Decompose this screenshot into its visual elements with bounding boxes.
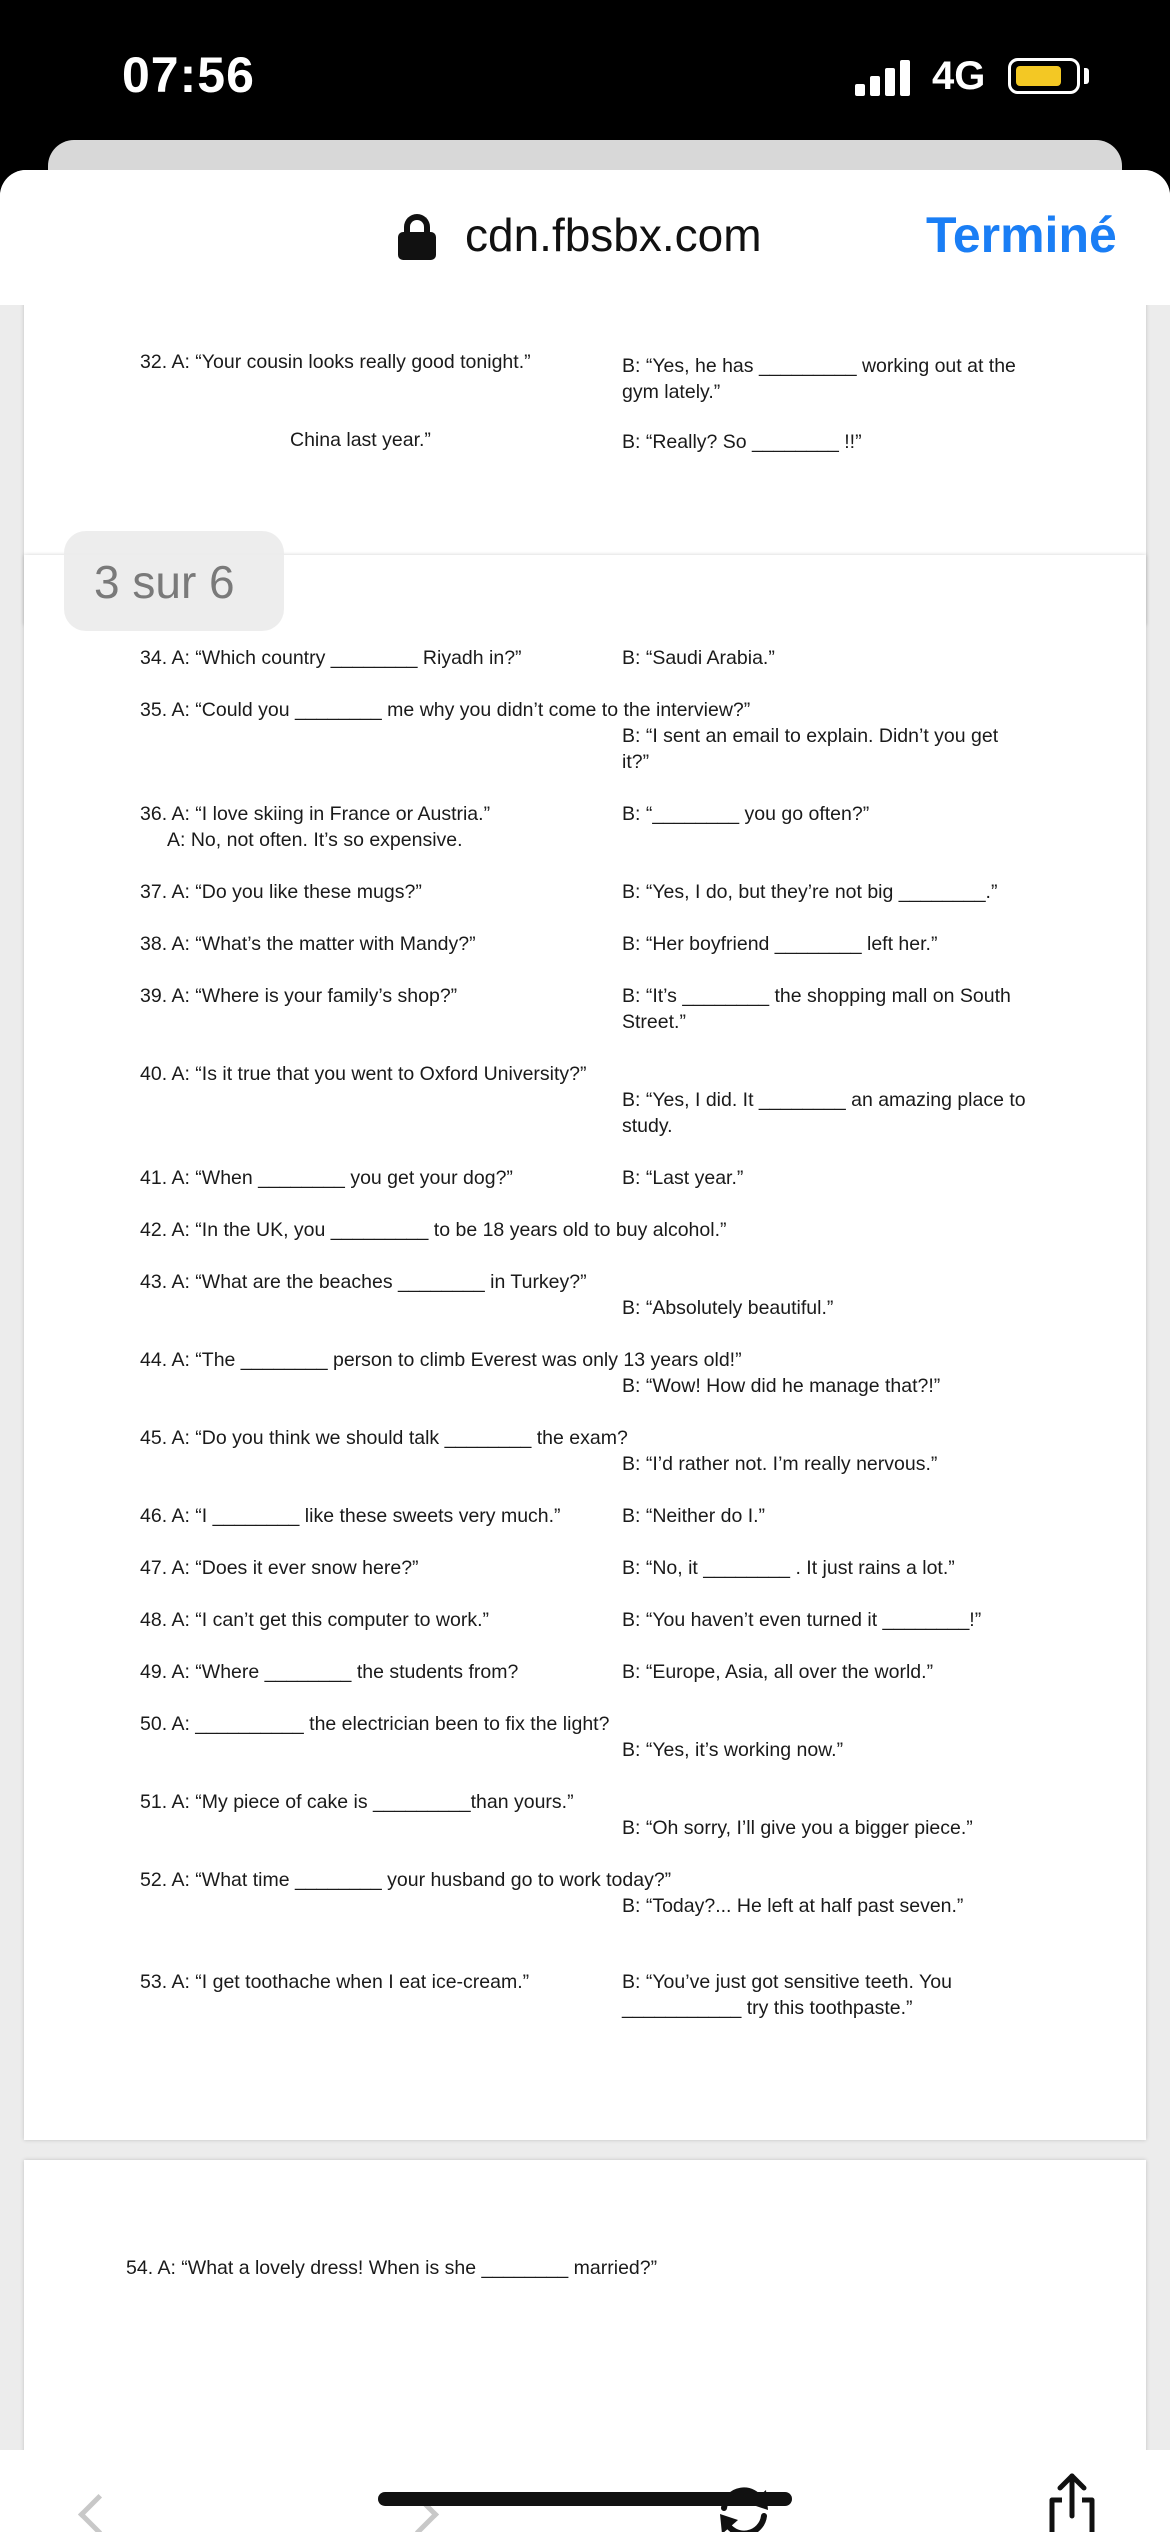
page-indicator-badge <box>64 531 284 631</box>
answer-b-continued: study. <box>622 1115 673 1137</box>
question-a: 54. A: “What a lovely dress! When is she ________ married?” <box>126 2257 658 2279</box>
done-button[interactable]: Terminé <box>926 207 1117 263</box>
answer-b: B: “Yes, he has _________ working out at the <box>622 355 1016 377</box>
question-a: 32. A: “Your cousin looks really good tonight.” <box>140 351 531 373</box>
question-a: 47. A: “Does it ever snow here?” <box>140 1557 419 1579</box>
url-label[interactable]: cdn.fbsbx.com <box>465 209 762 261</box>
answer-b: B: “You haven’t even turned it ________!” <box>622 1609 982 1631</box>
question-a: 40. A: “Is it true that you went to Oxford University?” <box>140 1063 587 1085</box>
question-a: 36. A: “I love skiing in France or Austria.” <box>140 803 491 825</box>
page-indicator: 3 sur 6 <box>94 556 235 608</box>
question-a: 35. A: “Could you ________ me why you didn’t come to the interview?” <box>140 699 751 721</box>
question-a: 45. A: “Do you think we should talk ________ the exam? <box>140 1427 628 1449</box>
answer-b: B: “Saudi Arabia.” <box>622 647 775 669</box>
answer-b: B: “Really? So ________ !!” <box>622 431 862 453</box>
answer-b: B: “Wow! How did he manage that?!” <box>622 1375 941 1397</box>
battery-tip <box>1084 68 1089 84</box>
question-a: 48. A: “I can’t get this computer to work.” <box>140 1609 489 1631</box>
signal-icon <box>855 58 915 96</box>
answer-b-continued: gym lately.” <box>622 381 721 403</box>
network-type: 4G <box>932 54 986 98</box>
question-a: 46. A: “I ________ like these sweets very much.” <box>140 1505 561 1527</box>
status-time: 07:56 <box>122 47 255 103</box>
home-indicator[interactable] <box>378 2492 792 2506</box>
answer-b: B: “Neither do I.” <box>622 1505 766 1527</box>
document-page <box>24 2160 1146 2450</box>
question-a: 43. A: “What are the beaches ________ in Turkey?” <box>140 1271 587 1293</box>
answer-b-continued: it?” <box>622 751 650 773</box>
answer-b: B: “Absolutely beautiful.” <box>622 1297 834 1319</box>
question-a: 49. A: “Where ________ the students from? <box>140 1661 519 1683</box>
question-a: 51. A: “My piece of cake is _________than yours.” <box>140 1791 574 1813</box>
question-a: 34. A: “Which country ________ Riyadh in?” <box>140 647 522 669</box>
question-a: 37. A: “Do you like these mugs?” <box>140 881 422 903</box>
question-a: 50. A: __________ the electrician been to fix the light? <box>140 1713 610 1735</box>
refresh-icon[interactable] <box>712 2480 776 2532</box>
question-a: 39. A: “Where is your family’s shop?” <box>140 985 458 1007</box>
answer-b: B: “I sent an email to explain. Didn’t you get <box>622 725 999 747</box>
answer-b: B: “It’s ________ the shopping mall on South <box>622 985 1011 1007</box>
status-bar <box>0 0 1170 150</box>
answer-b: B: “Yes, I did. It ________ an amazing place to <box>622 1089 1026 1111</box>
question-a: 42. A: “In the UK, you _________ to be 18 years old to buy alcohol.” <box>140 1219 727 1241</box>
question-a-continued: A: No, not often. It’s so expensive. <box>167 829 463 851</box>
chevron-left-icon[interactable] <box>78 2494 119 2532</box>
answer-b: B: “I’d rather not. I’m really nervous.” <box>622 1453 938 1475</box>
answer-b: B: “Oh sorry, I’ll give you a bigger piece.” <box>622 1817 973 1839</box>
question-a: 44. A: “The ________ person to climb Everest was only 13 years old!” <box>140 1349 742 1371</box>
answer-b: B: “Yes, it’s working now.” <box>622 1739 844 1761</box>
lock-icon <box>398 214 436 260</box>
document-page <box>24 555 1146 2140</box>
answer-b: B: “Last year.” <box>622 1167 744 1189</box>
answer-b: B: “Yes, I do, but they’re not big ________.” <box>622 881 998 903</box>
question-a: 38. A: “What’s the matter with Mandy?” <box>140 933 476 955</box>
bottom-toolbar <box>0 2450 1170 2532</box>
answer-b: B: “Europe, Asia, all over the world.” <box>622 1661 934 1683</box>
question-a: China last year.” <box>290 429 431 451</box>
answer-b-continued: Street.” <box>622 1011 686 1033</box>
battery-icon <box>1008 58 1080 94</box>
browser-sheet <box>0 170 1170 2532</box>
answer-b: B: “Today?... He left at half past seven.” <box>622 1895 964 1917</box>
answer-b-continued: ___________ try this toothpaste.” <box>622 1997 913 2019</box>
question-a: 53. A: “I get toothache when I eat ice-cream.” <box>140 1971 530 1993</box>
share-icon[interactable] <box>1044 2470 1100 2532</box>
answer-b: B: “No, it ________ . It just rains a lot.” <box>622 1557 955 1579</box>
question-a: 52. A: “What time ________ your husband go to work today?” <box>140 1869 672 1891</box>
document-viewer[interactable] <box>0 305 1170 2450</box>
answer-b: B: “You’ve just got sensitive teeth. You <box>622 1971 952 1993</box>
answer-b: B: “________ you go often?” <box>622 803 870 825</box>
answer-b: B: “Her boyfriend ________ left her.” <box>622 933 938 955</box>
question-a: 41. A: “When ________ you get your dog?” <box>140 1167 513 1189</box>
address-bar <box>0 170 1170 305</box>
